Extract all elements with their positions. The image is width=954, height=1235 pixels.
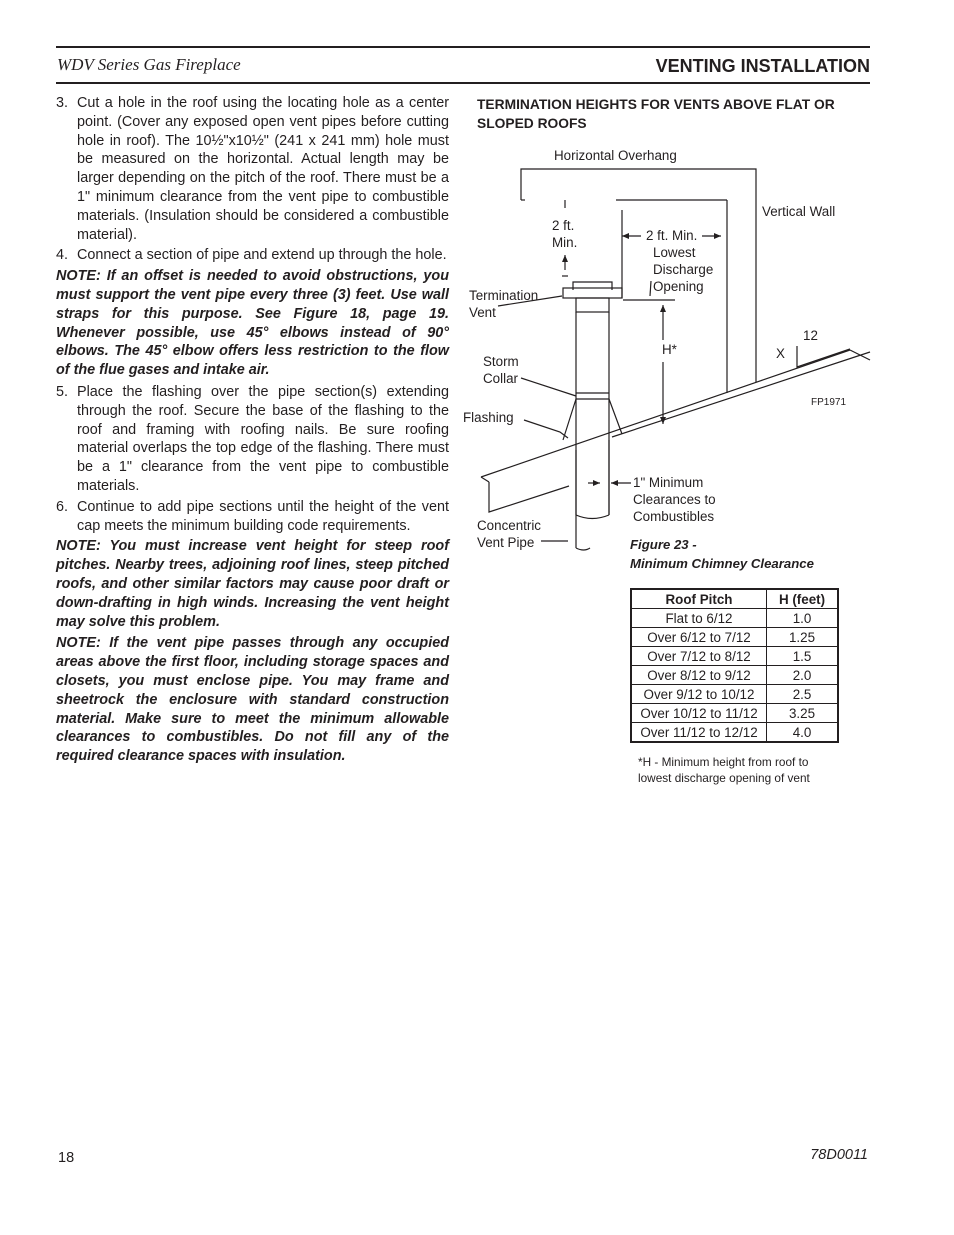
table-row: [631, 647, 838, 666]
step-number: 3.: [56, 95, 69, 111]
label-fp-number: FP1971: [811, 397, 847, 408]
cell-roof-pitch: Over 10/12 to 11/12: [631, 704, 767, 723]
cell-h-feet: 3.25: [767, 704, 839, 723]
cell-h-feet: 2.0: [767, 666, 839, 685]
cell-roof-pitch: Flat to 6/12: [631, 609, 767, 628]
table-row: [631, 609, 838, 628]
cell-roof-pitch: Over 7/12 to 8/12: [631, 647, 767, 666]
step-4: [56, 246, 449, 265]
note-vent-height: NOTE: You must increase vent height for steep roof pitches. Nearby trees, adjoining roof lines, steep pitched roofs, and other similar factors may cause poor draft or down-drafting in high winds. Increasing the vent height may solve this problem.: [56, 538, 449, 630]
table-header-row: [631, 589, 838, 609]
instructions-column: [56, 94, 449, 769]
termination-cap: [573, 282, 612, 290]
label-2ft-min: 2 ft. Min.: [646, 228, 698, 243]
label-storm: Storm: [483, 354, 519, 369]
step-number: 5.: [56, 383, 69, 400]
table-footnote: [638, 755, 810, 786]
label-discharge: Discharge: [653, 262, 714, 277]
cell-h-feet: 1.0: [767, 609, 839, 628]
table-row: [631, 704, 838, 723]
label-termination: Termination: [469, 288, 539, 303]
vent-pipe: [576, 312, 609, 515]
chimney-clearance-diagram: [458, 140, 878, 560]
label-vertical-wall: Vertical Wall: [762, 204, 836, 219]
header-top-rule: [56, 46, 870, 48]
label-1in-minimum: 1" Minimum: [633, 475, 704, 490]
step-number: 4.: [56, 247, 69, 264]
roof-line-upper: [612, 352, 870, 437]
step-6: [56, 498, 449, 536]
step-text: Cut a hole in the roof using the locating hole as a center point. (Cover any exposed open vent pipes before cutting hole in roof). The 10½"x10½" (241 x 241 mm) hole must be measured on the horizontal. Actual length may be larger depending on the pitch of the roof. There must be a 1" minimum clearance from the vent pipe to combustible materials. (Insulation should be considered a combustible material).: [77, 95, 449, 243]
page-number: 18: [58, 1150, 75, 1166]
caption-line-1: Figure 23 -: [630, 537, 697, 552]
note-enclose-pipe: NOTE: If the vent pipe passes through any occupied areas above the first floor, including storage spaces and closets, you must enclose pipe. You may frame and sheetrock the enclosure with standard construction material. Make sure to meet the minimum allowable clearances to combustibles. Do not fill any of the required clearance spaces with insulation.: [56, 635, 449, 765]
note-offset-support: NOTE: If an offset is needed to avoid obstructions, you must support the vent pipe every three (3) feet. Use wall straps for this purpose. See Figure 18, page 19. Whenever possible, use 45° elbows instead of 90° elbows. The 45° elbow offers less restriction to the flow of the flue gases and intake air.: [56, 268, 449, 379]
label-clearances-to: Clearances to: [633, 492, 716, 507]
step-3: [56, 94, 449, 244]
label-h-star: H*: [662, 342, 677, 357]
step-5: [56, 383, 449, 496]
header-roof-pitch: Roof Pitch: [631, 589, 767, 609]
label-concentric: Concentric: [477, 518, 542, 533]
table-row: [631, 723, 838, 743]
label-collar: Collar: [483, 371, 518, 386]
label-min: Min.: [552, 235, 578, 250]
footnote-line-2: lowest discharge opening of vent: [638, 770, 810, 785]
label-vent-pipe: Vent Pipe: [477, 535, 535, 550]
cell-roof-pitch: Over 6/12 to 7/12: [631, 628, 767, 647]
cell-roof-pitch: Over 8/12 to 9/12: [631, 666, 767, 685]
label-pitch-x: X: [776, 346, 785, 361]
label-combustibles: Combustibles: [633, 509, 715, 524]
step-text: Continue to add pipe sections until the height of the vent cap meets the minimum building code requirements.: [77, 498, 449, 534]
cell-h-feet: 4.0: [767, 723, 839, 743]
step-number: 6.: [56, 498, 69, 515]
table-row: [631, 685, 838, 704]
step-text: Place the flashing over the pipe section(s) extending through the roof. Secure the base of the flashing to the roof and framing with roofing nails. Be sure roofing material overlaps the top edge of the flashing. There must be a 1" clearance from the vent pipe to combustible materials.: [77, 383, 449, 494]
step-text: Connect a section of pipe and extend up through the hole.: [77, 247, 447, 264]
cell-h-feet: 1.25: [767, 628, 839, 647]
document-number: 78D0011: [810, 1147, 868, 1163]
figure-caption: [630, 535, 814, 573]
roof-line: [481, 350, 850, 477]
cell-h-feet: 1.5: [767, 647, 839, 666]
horizontal-overhang: [521, 169, 756, 382]
label-lowest: Lowest: [653, 245, 696, 260]
label-vent: Vent: [469, 305, 496, 320]
storm-collar: [576, 393, 609, 399]
caption-line-2: Minimum Chimney Clearance: [630, 556, 814, 571]
series-title: WDV Series Gas Fireplace: [57, 55, 241, 74]
footnote-line-1: *H - Minimum height from roof to: [638, 755, 809, 769]
cell-h-feet: 2.5: [767, 685, 839, 704]
table-row: [631, 628, 838, 647]
cell-roof-pitch: Over 9/12 to 10/12: [631, 685, 767, 704]
label-2ft: 2 ft.: [552, 218, 575, 233]
termination-heights-heading: TERMINATION HEIGHTS FOR VENTS ABOVE FLAT OR SLOPED ROOFS: [477, 97, 835, 131]
label-flashing: Flashing: [463, 410, 514, 425]
cell-roof-pitch: Over 11/12 to 12/12: [631, 723, 767, 743]
table-row: [631, 666, 838, 685]
label-pitch-12: 12: [803, 328, 818, 343]
roof-pitch-table: [630, 588, 839, 743]
flashing: [563, 399, 622, 440]
label-horizontal-overhang: Horizontal Overhang: [554, 148, 677, 163]
header-bottom-rule: [56, 82, 870, 84]
section-title: VENTING INSTALLATION: [655, 56, 870, 76]
label-opening: Opening: [653, 279, 704, 294]
header-h-feet: H (feet): [767, 589, 839, 609]
